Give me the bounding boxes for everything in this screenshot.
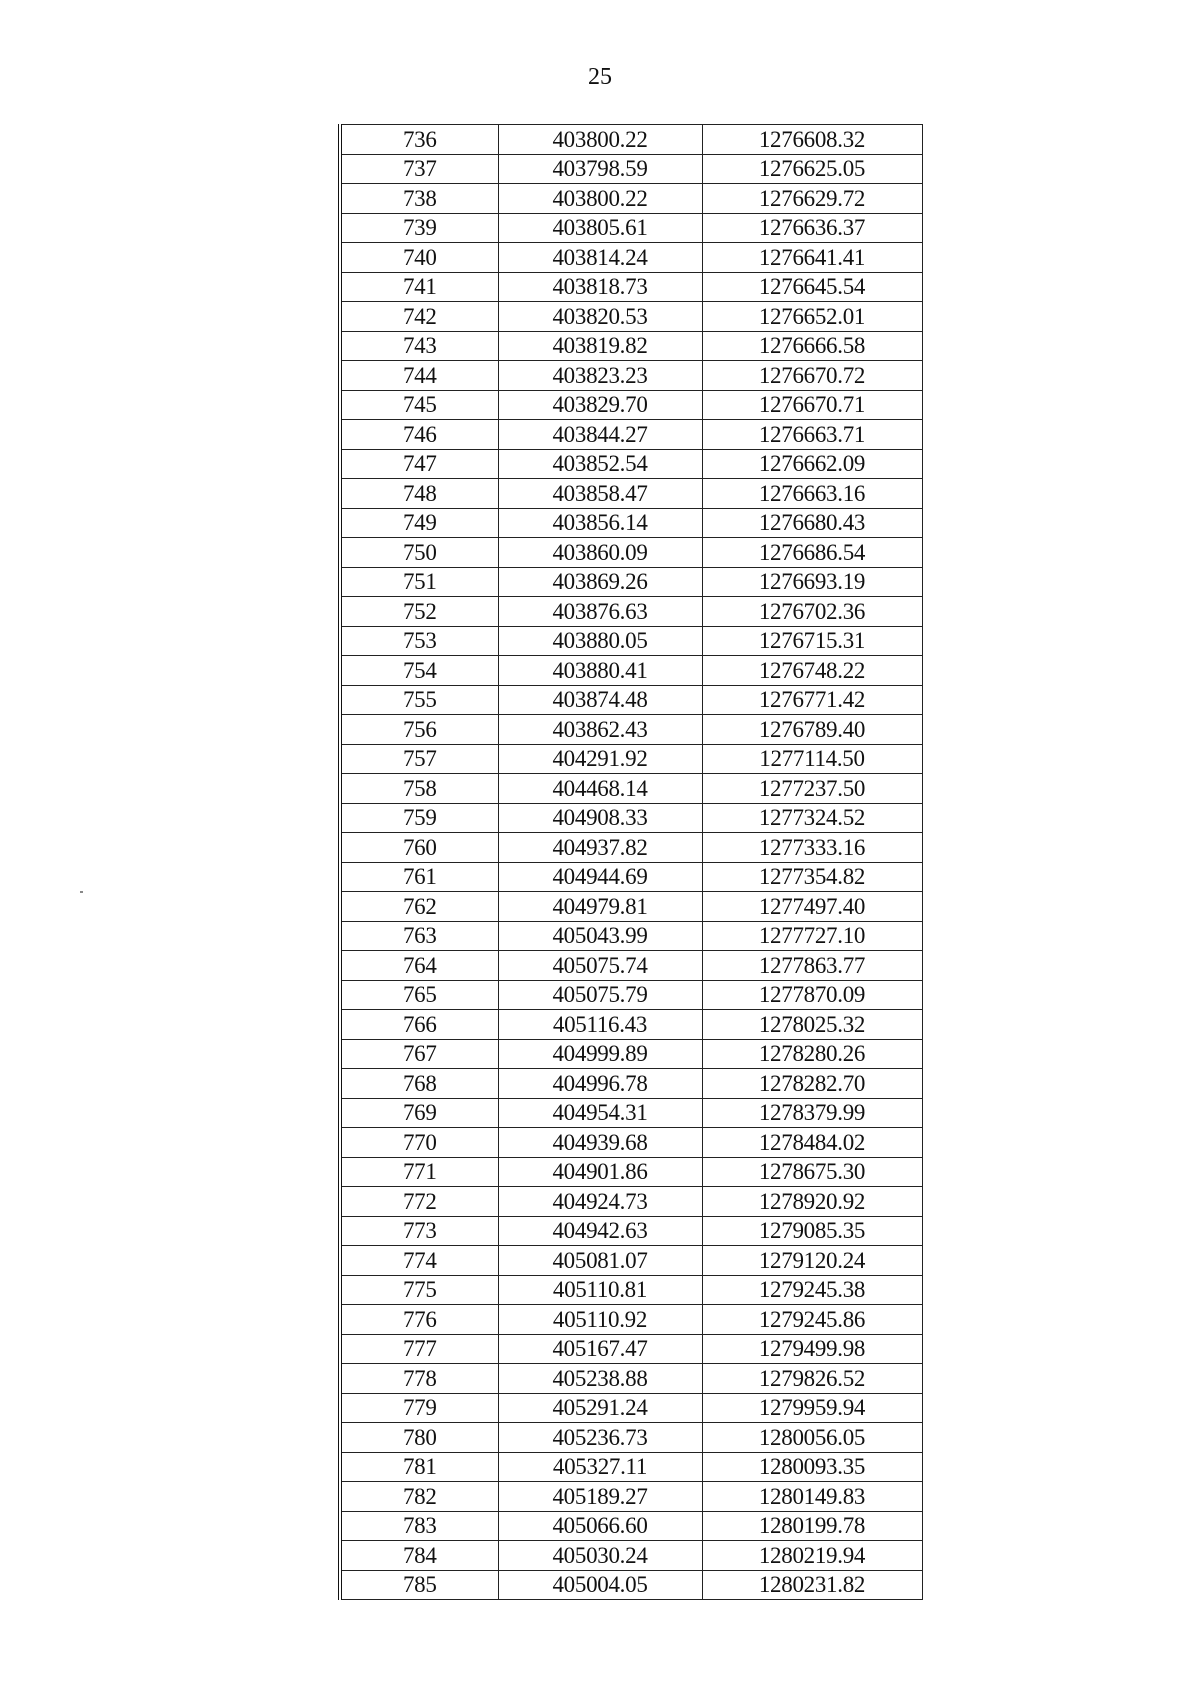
x-coordinate-cell: 404908.33 xyxy=(498,803,702,833)
y-coordinate-cell: 1279959.94 xyxy=(702,1393,922,1423)
table-row xyxy=(340,538,922,568)
point-number-cell: 746 xyxy=(340,420,498,450)
x-coordinate-cell: 405081.07 xyxy=(498,1246,702,1276)
y-coordinate-cell: 1276663.16 xyxy=(702,479,922,509)
point-number-cell: 739 xyxy=(340,213,498,243)
point-number-cell: 764 xyxy=(340,951,498,981)
y-coordinate-cell: 1277324.52 xyxy=(702,803,922,833)
x-coordinate-cell: 404954.31 xyxy=(498,1098,702,1128)
y-coordinate-cell: 1279245.86 xyxy=(702,1305,922,1335)
x-coordinate-cell: 403829.70 xyxy=(498,390,702,420)
x-coordinate-cell: 404942.63 xyxy=(498,1216,702,1246)
x-coordinate-cell: 404901.86 xyxy=(498,1157,702,1187)
table-row xyxy=(340,449,922,479)
table-row xyxy=(340,626,922,656)
point-number-cell: 784 xyxy=(340,1541,498,1571)
point-number-cell: 780 xyxy=(340,1423,498,1453)
y-coordinate-cell: 1276625.05 xyxy=(702,154,922,184)
point-number-cell: 778 xyxy=(340,1364,498,1394)
x-coordinate-cell: 405167.47 xyxy=(498,1334,702,1364)
point-number-cell: 760 xyxy=(340,833,498,863)
point-number-cell: 766 xyxy=(340,1010,498,1040)
x-coordinate-cell: 405236.73 xyxy=(498,1423,702,1453)
point-number-cell: 785 xyxy=(340,1570,498,1600)
y-coordinate-cell: 1278282.70 xyxy=(702,1069,922,1099)
x-coordinate-cell: 403860.09 xyxy=(498,538,702,568)
point-number-cell: 762 xyxy=(340,892,498,922)
y-coordinate-cell: 1279120.24 xyxy=(702,1246,922,1276)
point-number-cell: 776 xyxy=(340,1305,498,1335)
table-row xyxy=(340,1541,922,1571)
point-number-cell: 745 xyxy=(340,390,498,420)
x-coordinate-cell: 403880.41 xyxy=(498,656,702,686)
point-number-cell: 761 xyxy=(340,862,498,892)
page-number: 25 xyxy=(588,64,612,90)
y-coordinate-cell: 1276693.19 xyxy=(702,567,922,597)
x-coordinate-cell: 403798.59 xyxy=(498,154,702,184)
x-coordinate-cell: 405110.92 xyxy=(498,1305,702,1335)
table-row xyxy=(340,1423,922,1453)
y-coordinate-cell: 1280149.83 xyxy=(702,1482,922,1512)
table-row xyxy=(340,1216,922,1246)
x-coordinate-cell: 405043.99 xyxy=(498,921,702,951)
point-number-cell: 769 xyxy=(340,1098,498,1128)
x-coordinate-cell: 403844.27 xyxy=(498,420,702,450)
point-number-cell: 767 xyxy=(340,1039,498,1069)
x-coordinate-cell: 404999.89 xyxy=(498,1039,702,1069)
point-number-cell: 763 xyxy=(340,921,498,951)
table-row xyxy=(340,361,922,391)
table-row xyxy=(340,1393,922,1423)
x-coordinate-cell: 403852.54 xyxy=(498,449,702,479)
x-coordinate-cell: 405189.27 xyxy=(498,1482,702,1512)
y-coordinate-cell: 1276789.40 xyxy=(702,715,922,745)
table-row xyxy=(340,567,922,597)
y-coordinate-cell: 1280199.78 xyxy=(702,1511,922,1541)
x-coordinate-cell: 403869.26 xyxy=(498,567,702,597)
y-coordinate-cell: 1276702.36 xyxy=(702,597,922,627)
y-coordinate-cell: 1278675.30 xyxy=(702,1157,922,1187)
x-coordinate-cell: 404291.92 xyxy=(498,744,702,774)
point-number-cell: 758 xyxy=(340,774,498,804)
margin-speck xyxy=(80,891,83,893)
x-coordinate-cell: 403800.22 xyxy=(498,125,702,155)
y-coordinate-cell: 1277497.40 xyxy=(702,892,922,922)
point-number-cell: 777 xyxy=(340,1334,498,1364)
table-row xyxy=(340,302,922,332)
table-row xyxy=(340,921,922,951)
x-coordinate-cell: 404937.82 xyxy=(498,833,702,863)
point-number-cell: 743 xyxy=(340,331,498,361)
point-number-cell: 781 xyxy=(340,1452,498,1482)
x-coordinate-cell: 405116.43 xyxy=(498,1010,702,1040)
point-number-cell: 749 xyxy=(340,508,498,538)
table-row xyxy=(340,803,922,833)
x-coordinate-cell: 403874.48 xyxy=(498,685,702,715)
x-coordinate-cell: 405110.81 xyxy=(498,1275,702,1305)
y-coordinate-cell: 1277354.82 xyxy=(702,862,922,892)
y-coordinate-cell: 1276680.43 xyxy=(702,508,922,538)
x-coordinate-cell: 403805.61 xyxy=(498,213,702,243)
table-row xyxy=(340,597,922,627)
point-number-cell: 768 xyxy=(340,1069,498,1099)
y-coordinate-cell: 1277863.77 xyxy=(702,951,922,981)
y-coordinate-cell: 1276652.01 xyxy=(702,302,922,332)
y-coordinate-cell: 1278920.92 xyxy=(702,1187,922,1217)
table-row xyxy=(340,744,922,774)
table-row xyxy=(340,892,922,922)
y-coordinate-cell: 1279085.35 xyxy=(702,1216,922,1246)
table-row xyxy=(340,213,922,243)
x-coordinate-cell: 403818.73 xyxy=(498,272,702,302)
table-row xyxy=(340,1246,922,1276)
point-number-cell: 782 xyxy=(340,1482,498,1512)
y-coordinate-cell: 1277870.09 xyxy=(702,980,922,1010)
y-coordinate-cell: 1276748.22 xyxy=(702,656,922,686)
table-row xyxy=(340,479,922,509)
table-row xyxy=(340,1187,922,1217)
point-number-cell: 759 xyxy=(340,803,498,833)
y-coordinate-cell: 1277333.16 xyxy=(702,833,922,863)
y-coordinate-cell: 1276670.71 xyxy=(702,390,922,420)
point-number-cell: 765 xyxy=(340,980,498,1010)
table-row xyxy=(340,508,922,538)
table-row xyxy=(340,980,922,1010)
table-row xyxy=(340,774,922,804)
table-row xyxy=(340,1482,922,1512)
y-coordinate-cell: 1276670.72 xyxy=(702,361,922,391)
point-number-cell: 756 xyxy=(340,715,498,745)
table-row xyxy=(340,656,922,686)
y-coordinate-cell: 1278025.32 xyxy=(702,1010,922,1040)
y-coordinate-cell: 1279499.98 xyxy=(702,1334,922,1364)
table-row xyxy=(340,331,922,361)
x-coordinate-cell: 405075.74 xyxy=(498,951,702,981)
table-row xyxy=(340,862,922,892)
table-row xyxy=(340,685,922,715)
table-row xyxy=(340,390,922,420)
point-number-cell: 775 xyxy=(340,1275,498,1305)
table-row xyxy=(340,715,922,745)
table-row xyxy=(340,1128,922,1158)
point-number-cell: 770 xyxy=(340,1128,498,1158)
point-number-cell: 753 xyxy=(340,626,498,656)
table-row xyxy=(340,1511,922,1541)
y-coordinate-cell: 1280093.35 xyxy=(702,1452,922,1482)
table-row xyxy=(340,1157,922,1187)
point-number-cell: 737 xyxy=(340,154,498,184)
y-coordinate-cell: 1279826.52 xyxy=(702,1364,922,1394)
coordinate-table xyxy=(338,124,923,1600)
table-row xyxy=(340,951,922,981)
y-coordinate-cell: 1276686.54 xyxy=(702,538,922,568)
table-row xyxy=(340,272,922,302)
y-coordinate-cell: 1276666.58 xyxy=(702,331,922,361)
table-row xyxy=(340,1364,922,1394)
y-coordinate-cell: 1276641.41 xyxy=(702,243,922,273)
table-row xyxy=(340,1452,922,1482)
x-coordinate-cell: 403820.53 xyxy=(498,302,702,332)
point-number-cell: 748 xyxy=(340,479,498,509)
point-number-cell: 752 xyxy=(340,597,498,627)
x-coordinate-cell: 404924.73 xyxy=(498,1187,702,1217)
table-row xyxy=(340,125,922,155)
y-coordinate-cell: 1276645.54 xyxy=(702,272,922,302)
point-number-cell: 754 xyxy=(340,656,498,686)
table-row xyxy=(340,1275,922,1305)
y-coordinate-cell: 1276771.42 xyxy=(702,685,922,715)
y-coordinate-cell: 1276636.37 xyxy=(702,213,922,243)
y-coordinate-cell: 1276663.71 xyxy=(702,420,922,450)
x-coordinate-cell: 405238.88 xyxy=(498,1364,702,1394)
x-coordinate-cell: 403856.14 xyxy=(498,508,702,538)
x-coordinate-cell: 404468.14 xyxy=(498,774,702,804)
y-coordinate-cell: 1280056.05 xyxy=(702,1423,922,1453)
x-coordinate-cell: 403800.22 xyxy=(498,184,702,214)
x-coordinate-cell: 405327.11 xyxy=(498,1452,702,1482)
point-number-cell: 740 xyxy=(340,243,498,273)
x-coordinate-cell: 403814.24 xyxy=(498,243,702,273)
x-coordinate-cell: 403819.82 xyxy=(498,331,702,361)
table-row xyxy=(340,1305,922,1335)
y-coordinate-cell: 1276608.32 xyxy=(702,125,922,155)
point-number-cell: 747 xyxy=(340,449,498,479)
x-coordinate-cell: 403858.47 xyxy=(498,479,702,509)
x-coordinate-cell: 404979.81 xyxy=(498,892,702,922)
point-number-cell: 742 xyxy=(340,302,498,332)
point-number-cell: 771 xyxy=(340,1157,498,1187)
table-row xyxy=(340,243,922,273)
table-row xyxy=(340,1039,922,1069)
y-coordinate-cell: 1277727.10 xyxy=(702,921,922,951)
x-coordinate-cell: 403876.63 xyxy=(498,597,702,627)
point-number-cell: 741 xyxy=(340,272,498,302)
point-number-cell: 755 xyxy=(340,685,498,715)
y-coordinate-cell: 1276629.72 xyxy=(702,184,922,214)
y-coordinate-cell: 1277237.50 xyxy=(702,774,922,804)
x-coordinate-cell: 405066.60 xyxy=(498,1511,702,1541)
point-number-cell: 772 xyxy=(340,1187,498,1217)
table-row xyxy=(340,184,922,214)
x-coordinate-cell: 404944.69 xyxy=(498,862,702,892)
point-number-cell: 783 xyxy=(340,1511,498,1541)
point-number-cell: 779 xyxy=(340,1393,498,1423)
y-coordinate-cell: 1278484.02 xyxy=(702,1128,922,1158)
y-coordinate-cell: 1278379.99 xyxy=(702,1098,922,1128)
table-row xyxy=(340,420,922,450)
point-number-cell: 744 xyxy=(340,361,498,391)
x-coordinate-cell: 405291.24 xyxy=(498,1393,702,1423)
table-row xyxy=(340,833,922,863)
coordinate-table-body xyxy=(340,125,922,1600)
x-coordinate-cell: 403880.05 xyxy=(498,626,702,656)
table-row xyxy=(340,154,922,184)
x-coordinate-cell: 404939.68 xyxy=(498,1128,702,1158)
table-row xyxy=(340,1010,922,1040)
point-number-cell: 774 xyxy=(340,1246,498,1276)
y-coordinate-cell: 1278280.26 xyxy=(702,1039,922,1069)
point-number-cell: 738 xyxy=(340,184,498,214)
table-row xyxy=(340,1334,922,1364)
x-coordinate-cell: 405030.24 xyxy=(498,1541,702,1571)
x-coordinate-cell: 403862.43 xyxy=(498,715,702,745)
point-number-cell: 736 xyxy=(340,125,498,155)
y-coordinate-cell: 1277114.50 xyxy=(702,744,922,774)
x-coordinate-cell: 403823.23 xyxy=(498,361,702,391)
table-row xyxy=(340,1069,922,1099)
y-coordinate-cell: 1276662.09 xyxy=(702,449,922,479)
x-coordinate-cell: 404996.78 xyxy=(498,1069,702,1099)
table-row xyxy=(340,1098,922,1128)
x-coordinate-cell: 405004.05 xyxy=(498,1570,702,1600)
point-number-cell: 751 xyxy=(340,567,498,597)
y-coordinate-cell: 1280231.82 xyxy=(702,1570,922,1600)
x-coordinate-cell: 405075.79 xyxy=(498,980,702,1010)
y-coordinate-cell: 1276715.31 xyxy=(702,626,922,656)
point-number-cell: 757 xyxy=(340,744,498,774)
y-coordinate-cell: 1279245.38 xyxy=(702,1275,922,1305)
y-coordinate-cell: 1280219.94 xyxy=(702,1541,922,1571)
point-number-cell: 773 xyxy=(340,1216,498,1246)
point-number-cell: 750 xyxy=(340,538,498,568)
table-row xyxy=(340,1570,922,1600)
